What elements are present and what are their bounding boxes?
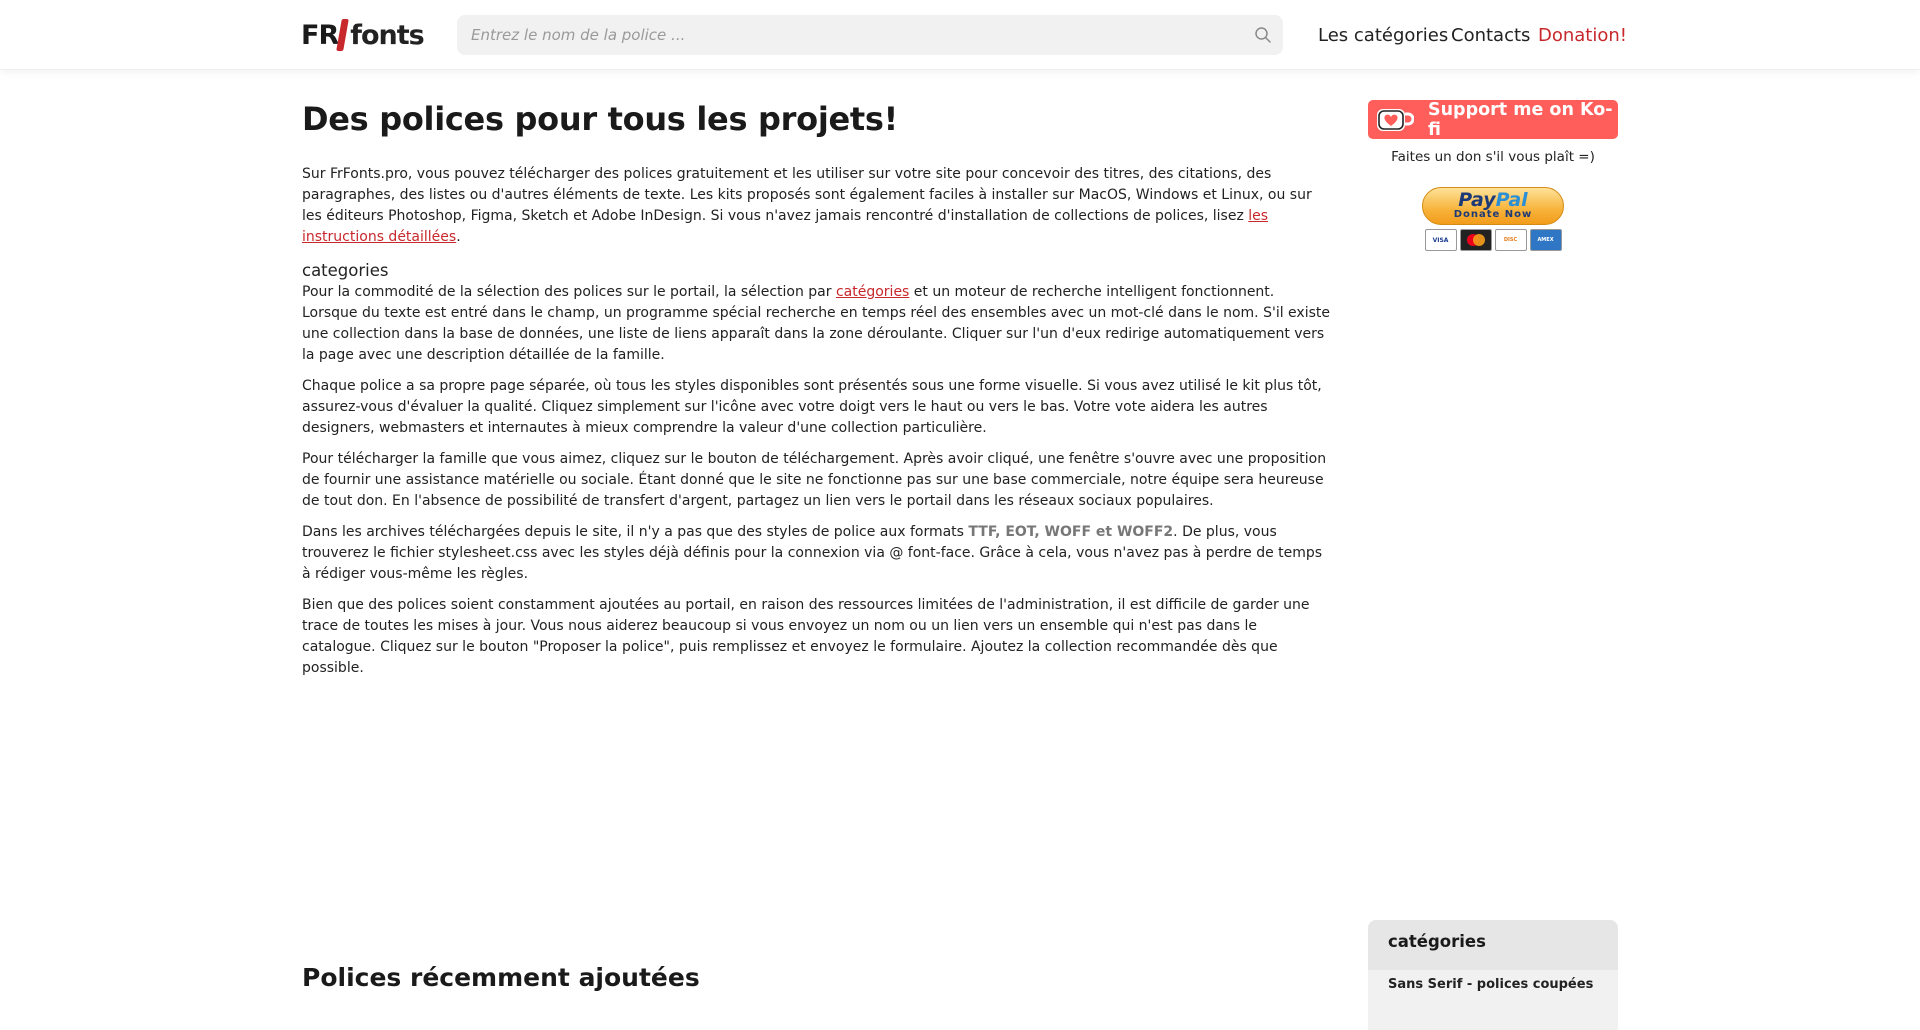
- intro-paragraph: [302, 164, 1330, 248]
- category-item-sans-serif[interactable]: Sans Serif - polices coupées: [1388, 977, 1594, 992]
- p5-text: Dans les archives téléchargées depuis le site, il n'y a pas que des styles de police aux formats: [302, 524, 969, 540]
- p5-text-end: . De plus, vous trouverez le fichier stylesheet.css avec les styles déjà définis pour la connexion via @ font-face. Grâce à cela, vous n'avez pas à perdre de temps à rédiger vous-même les règles.: [302, 524, 1323, 582]
- nav-donation: [1538, 22, 1627, 48]
- categories-paragraph: [302, 282, 1330, 366]
- amex-card-icon: AMEX: [1530, 229, 1562, 251]
- categories-link[interactable]: catégories: [835, 284, 910, 300]
- paypal-logo: [1458, 191, 1527, 209]
- nav-categories-link[interactable]: Les catégories: [1318, 24, 1449, 46]
- search-input[interactable]: [457, 15, 1243, 55]
- paypal-logo-pay: Pay: [1458, 189, 1496, 211]
- nav-contacts-link[interactable]: Contacts: [1451, 24, 1531, 46]
- paypal-logo-pal: Pal: [1495, 189, 1528, 211]
- search-icon[interactable]: [1243, 15, 1283, 55]
- logo-fonts-text: fonts: [350, 19, 424, 51]
- paypal-button-body: [1422, 187, 1564, 225]
- download-paragraph: Pour télécharger la famille que vous aimez, cliquez sur le bouton de téléchargement. Après avoir cliqué, une fenêtre s'ouvre avec une proposition de fournir une assistance matérielle ou sociale. Étant donné que le site ne fonctionne pas sur une base commerciale, notre équipe sera heureuse de tout don. En l'absence de possibilité de transfert d'argent, partagez un lien vers le portail dans les réseaux sociaux populaires.: [302, 451, 1327, 509]
- suggest-paragraph: Bien que des polices soient constamment ajoutées au portail, en raison des ressources limitées de l'administration, il est difficile de garder une trace de toutes les mises à jour. Vous nous aiderez beaucoup si vous envoyez un nom ou un lien vers un ensemble qui n'est pas dans le catalogue. Cliquez sur le bouton "Proposer la police", puis remplissez et envoyez le formulaire. Ajoutez la collection recommandée dès que possible.: [302, 597, 1310, 676]
- site-header: [0, 0, 1920, 70]
- visa-card-icon: VISA: [1425, 229, 1457, 251]
- logo-slash-mark: [336, 19, 349, 51]
- mastercard-icon: [1460, 229, 1492, 251]
- categories-box-title: catégories: [1388, 932, 1486, 951]
- kofi-button[interactable]: [1368, 100, 1618, 139]
- logo-fr-text: FR: [301, 19, 339, 51]
- payment-cards: [1422, 229, 1564, 251]
- page-title: Des polices pour tous les projets!: [302, 100, 898, 138]
- formats-list: TTF, EOT, WOFF et WOFF2: [968, 524, 1174, 540]
- intro-text: Sur FrFonts.pro, vous pouvez télécharger des polices gratuitement et les utiliser sur votre site pour concevoir des titres, des citations, des paragraphes, des listes ou d'autres éléments de texte. Les kits proposés sont également faciles à installer sur MacOS, Windows et Linux, ou sur les éditeurs Photoshop, Figma, Sketch et Adobe InDesign. Si vous n'avez jamais rencontré d'installation de collections de polices, lisez: [302, 166, 1312, 224]
- font-page-paragraph: Chaque police a sa propre page séparée, où tous les styles disponibles sont présentés sous une forme visuelle. Si vous avez utilisé le kit plus tôt, assurez-vous d'évaluer la qualité. Cliquez simplement sur l'icône avec votre doigt vers le haut ou vers le bas. Votre vote aidera les autres designers, webmasters et internautes à mieux comprendre la valeur d'une collection particulière.: [302, 378, 1322, 436]
- intro-end: .: [456, 229, 461, 245]
- paypal-donate-button[interactable]: [1422, 187, 1564, 259]
- kofi-label: Support me on Ko-fi: [1428, 99, 1613, 140]
- formats-paragraph: [302, 522, 1330, 585]
- nav-contacts: [1451, 22, 1530, 48]
- recent-fonts-title: Polices récemment ajoutées: [302, 963, 700, 992]
- site-logo[interactable]: [301, 18, 424, 52]
- categories-subheading: categories: [302, 261, 389, 280]
- nav-donation-link[interactable]: Donation!: [1538, 24, 1628, 46]
- instructions-link[interactable]: les instructions détaillées: [302, 208, 1269, 245]
- kofi-cup-icon: [1376, 106, 1414, 134]
- donate-text: Faites un don s'il vous plaît =): [1391, 149, 1595, 165]
- p2-text-end: et un moteur de recherche intelligent fonctionnent. Lorsque du texte est entré dans le champ, un programme spécial recherche en temps réel des ensembles avec un mot-clé dans le nom. S'il existe une collection dans la base de données, une liste de liens apparaît dans la zone déroulante. Cliquer sur l'un d'eux redirige automatiquement vers la page avec une description détaillée de la famille.: [302, 284, 1330, 363]
- main-content: [302, 98, 1330, 689]
- sidebar: [1368, 100, 1618, 259]
- categories-box: [1368, 920, 1618, 1020]
- discover-card-icon: DISC: [1495, 229, 1527, 251]
- nav-categories: [1318, 22, 1448, 48]
- search-bar: [457, 15, 1283, 55]
- paypal-sub-label: Donate Now: [1453, 209, 1533, 220]
- p2-text: Pour la commodité de la sélection des polices sur le portail, la sélection par: [302, 284, 836, 300]
